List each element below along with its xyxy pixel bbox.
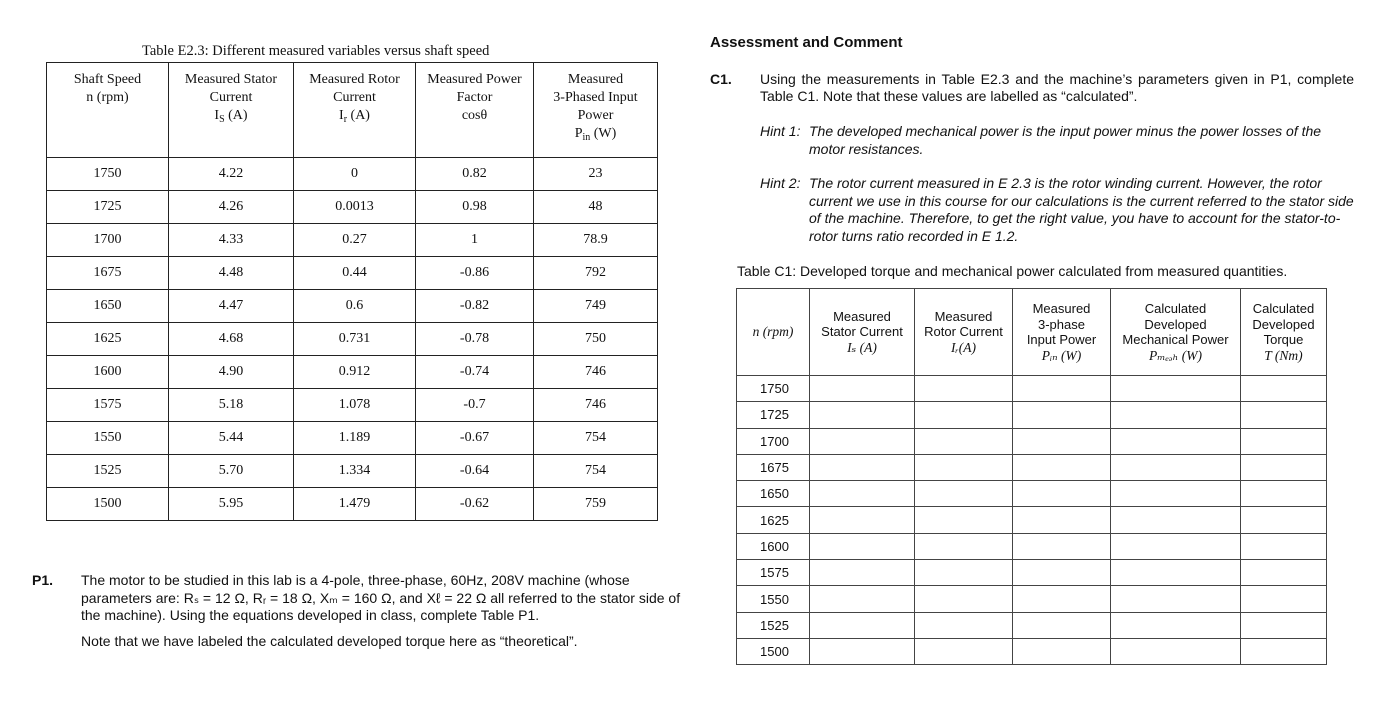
assessment-title: Assessment and Comment	[710, 34, 903, 51]
table-cell: 4.90	[169, 356, 294, 389]
table-cell: 1500	[47, 488, 169, 521]
header-line: Mechanical Power	[1122, 332, 1229, 347]
speed-cell: 1575	[737, 560, 810, 586]
header-line	[294, 71, 415, 89]
table-cell: 48	[534, 191, 658, 224]
table-e23-header-row	[47, 63, 658, 158]
table-row	[737, 454, 1327, 480]
header-line: Developed	[1252, 316, 1315, 332]
header-text: Measured Stator	[184, 72, 278, 87]
c1-text: Using the measurements in Table E2.3 and the machine’s parameters given in P1, complete Table C1. Note that these values are labelled as “calculated”.	[760, 71, 1354, 104]
table-cell: 754	[534, 422, 658, 455]
empty-entry-cell[interactable]	[1241, 507, 1327, 533]
empty-entry-cell[interactable]	[1013, 638, 1111, 664]
empty-entry-cell[interactable]	[915, 454, 1013, 480]
header-text: Factor	[456, 90, 493, 105]
table-cell: 1.334	[294, 455, 416, 488]
table-cell: 5.44	[169, 422, 294, 455]
table-cell: 746	[534, 356, 658, 389]
empty-entry-cell[interactable]	[1111, 612, 1241, 638]
table-row	[47, 389, 658, 422]
header-line	[534, 89, 657, 107]
table-cell: 1725	[47, 191, 169, 224]
table-row	[737, 402, 1327, 428]
header-unit: (A)	[347, 108, 370, 123]
table-c1-header-row	[737, 289, 1327, 376]
speed-cell: 1675	[737, 454, 810, 480]
table-cell: 5.95	[169, 488, 294, 521]
empty-entry-cell[interactable]	[1111, 586, 1241, 612]
empty-entry-cell[interactable]	[810, 402, 915, 428]
header-line	[416, 107, 533, 125]
table-cell: 1750	[47, 158, 169, 191]
table-cell: -0.78	[416, 323, 534, 356]
table-cell: 759	[534, 488, 658, 521]
header-line	[534, 125, 657, 147]
empty-entry-cell[interactable]	[810, 376, 915, 402]
empty-entry-cell[interactable]	[1013, 454, 1111, 480]
empty-entry-cell[interactable]	[915, 428, 1013, 454]
header-line: Input Power	[1026, 332, 1097, 347]
empty-entry-cell[interactable]	[915, 376, 1013, 402]
table-cell: 1625	[47, 323, 169, 356]
empty-entry-cell[interactable]	[1241, 481, 1327, 507]
empty-entry-cell[interactable]	[1241, 533, 1327, 559]
table-row	[737, 507, 1327, 533]
table-row	[737, 428, 1327, 454]
table-row	[737, 376, 1327, 402]
table-cell: 4.26	[169, 191, 294, 224]
table-row	[47, 191, 658, 224]
table-cell: 1550	[47, 422, 169, 455]
header-symbol: Iₛ (A)	[847, 339, 877, 355]
header-line	[169, 89, 293, 107]
table-e23-header-cell	[294, 63, 416, 158]
table-cell: 0.27	[294, 224, 416, 257]
table-row	[737, 560, 1327, 586]
table-cell: 1525	[47, 455, 169, 488]
table-cell: 5.70	[169, 455, 294, 488]
hint-1-label: Hint 1:	[760, 123, 801, 139]
empty-entry-cell[interactable]	[915, 507, 1013, 533]
p1-text: The motor to be studied in this lab is a 4-pole, three-phase, 60Hz, 208V machine (whose parameters are: Rₛ = 12 Ω, Rᵣ = 18 Ω, Xₘ = 160 Ω, and Xℓ = 22 Ω all referred to the stator side of the machine). Using the equations developed in class, complete Table P1.	[81, 572, 681, 623]
table-cell: -0.7	[416, 389, 534, 422]
table-cell: 1600	[47, 356, 169, 389]
table-cell: 4.48	[169, 257, 294, 290]
table-cell: 1.479	[294, 488, 416, 521]
header-line: Calculated	[1252, 301, 1315, 316]
empty-entry-cell[interactable]	[1241, 428, 1327, 454]
empty-entry-cell[interactable]	[1013, 612, 1111, 638]
table-row	[737, 481, 1327, 507]
empty-entry-cell[interactable]	[1111, 481, 1241, 507]
header-text: n (rpm)	[86, 90, 129, 105]
header-symbol: n (rpm)	[752, 324, 794, 340]
table-cell: 0.912	[294, 356, 416, 389]
table-row	[47, 323, 658, 356]
table-c1-header-cell	[1013, 289, 1111, 376]
empty-entry-cell[interactable]	[810, 454, 915, 480]
empty-entry-cell[interactable]	[1111, 507, 1241, 533]
header-text: Shaft Speed	[73, 72, 142, 87]
table-cell: 23	[534, 158, 658, 191]
table-cell: 749	[534, 290, 658, 323]
table-cell: 1.078	[294, 389, 416, 422]
table-cell: 78.9	[534, 224, 658, 257]
table-e23-header-cell	[416, 63, 534, 158]
table-cell: 1650	[47, 290, 169, 323]
speed-cell: 1525	[737, 612, 810, 638]
empty-entry-cell[interactable]	[1241, 454, 1327, 480]
header-line: Measured	[833, 308, 891, 324]
header-line: Stator Current	[821, 324, 903, 340]
table-row	[47, 356, 658, 389]
table-cell: 0.6	[294, 290, 416, 323]
speed-cell: 1750	[737, 376, 810, 402]
header-text: Power	[577, 108, 614, 123]
table-row	[47, 257, 658, 290]
table-cell: 1.189	[294, 422, 416, 455]
empty-entry-cell[interactable]	[1013, 376, 1111, 402]
empty-entry-cell[interactable]	[1013, 481, 1111, 507]
table-cell: -0.67	[416, 422, 534, 455]
header-line: Developed	[1144, 316, 1207, 332]
table-cell: -0.62	[416, 488, 534, 521]
header-text: Measured	[567, 72, 624, 87]
table-c1	[736, 288, 1327, 665]
empty-entry-cell[interactable]	[1241, 402, 1327, 428]
table-cell: -0.82	[416, 290, 534, 323]
header-line	[47, 71, 168, 89]
empty-entry-cell[interactable]	[1241, 376, 1327, 402]
table-e23-header-cell	[47, 63, 169, 158]
empty-entry-cell[interactable]	[1241, 586, 1327, 612]
table-e23-header-cell	[169, 63, 294, 158]
table-row	[737, 533, 1327, 559]
speed-cell: 1650	[737, 481, 810, 507]
speed-cell: 1700	[737, 428, 810, 454]
table-cell: 1575	[47, 389, 169, 422]
header-line: Rotor Current	[924, 324, 1003, 340]
table-c1-header-cell	[737, 289, 810, 376]
table-cell: 0.82	[416, 158, 534, 191]
table-cell: 754	[534, 455, 658, 488]
table-c1-caption: Table C1: Developed torque and mechanical power calculated from measured quantities.	[737, 263, 1288, 279]
empty-entry-cell[interactable]	[915, 560, 1013, 586]
header-line	[416, 89, 533, 107]
table-row	[737, 612, 1327, 638]
hint-2-text: The rotor current measured in E 2.3 is the rotor winding current. However, the rotor current we use in this course for our calculations is the current referred to the stator side of the machine. Therefore, to get the right value, you have to account for the stator-to-rotor turns ratio recorded in E 1.2.	[809, 175, 1354, 244]
header-line	[294, 107, 415, 129]
table-cell: 4.68	[169, 323, 294, 356]
empty-entry-cell[interactable]	[810, 586, 915, 612]
header-symbol: Pₘₑₔₕ (W)	[1148, 347, 1203, 363]
p1-label: P1.	[32, 572, 54, 588]
empty-entry-cell[interactable]	[810, 428, 915, 454]
table-cell: 5.18	[169, 389, 294, 422]
speed-cell: 1600	[737, 533, 810, 559]
empty-entry-cell[interactable]	[1111, 533, 1241, 559]
table-cell: 4.22	[169, 158, 294, 191]
empty-entry-cell[interactable]	[1013, 586, 1111, 612]
empty-entry-cell[interactable]	[810, 533, 915, 559]
empty-entry-cell[interactable]	[810, 612, 915, 638]
header-line	[169, 107, 293, 129]
table-cell: 0	[294, 158, 416, 191]
header-subscript: r	[343, 114, 348, 125]
p1-note: Note that we have labeled the calculated developed torque here as “theoretical”.	[81, 633, 578, 649]
table-row	[737, 638, 1327, 664]
table-cell: 0.731	[294, 323, 416, 356]
table-row	[47, 455, 658, 488]
empty-entry-cell[interactable]	[915, 481, 1013, 507]
header-line	[534, 107, 657, 125]
header-text: I	[214, 108, 220, 123]
empty-entry-cell[interactable]	[915, 533, 1013, 559]
table-c1-header-cell	[1241, 289, 1327, 376]
hint-1-text: The developed mechanical power is the input power minus the power losses of the motor resistances.	[809, 123, 1322, 157]
header-line: 3-phase	[1038, 316, 1085, 332]
empty-entry-cell[interactable]	[1013, 560, 1111, 586]
table-row	[47, 224, 658, 257]
header-text: Current	[333, 90, 376, 105]
hint-1	[760, 123, 1356, 158]
header-symbol: T (Nm)	[1264, 347, 1303, 363]
speed-cell: 1625	[737, 507, 810, 533]
table-cell: -0.86	[416, 257, 534, 290]
table-cell: 0.98	[416, 191, 534, 224]
hint-2-label: Hint 2:	[760, 175, 801, 191]
empty-entry-cell[interactable]	[915, 612, 1013, 638]
header-line	[534, 71, 657, 89]
empty-entry-cell[interactable]	[1111, 454, 1241, 480]
hint-2	[760, 175, 1356, 245]
empty-entry-cell[interactable]	[1111, 428, 1241, 454]
header-subscript: S	[219, 114, 225, 125]
empty-entry-cell[interactable]	[1013, 533, 1111, 559]
speed-cell: 1725	[737, 402, 810, 428]
header-text: I	[339, 108, 344, 123]
empty-entry-cell[interactable]	[1111, 376, 1241, 402]
table-e23	[46, 62, 658, 521]
header-text: P	[574, 126, 583, 141]
speed-cell: 1500	[737, 638, 810, 664]
header-line	[416, 71, 533, 89]
empty-entry-cell[interactable]	[1013, 402, 1111, 428]
header-unit: (W)	[590, 126, 617, 141]
table-c1-header-cell	[810, 289, 915, 376]
header-line: Measured	[934, 308, 993, 324]
header-symbol: Pᵢₙ (W)	[1041, 347, 1082, 363]
table-cell: 750	[534, 323, 658, 356]
table-cell: 4.33	[169, 224, 294, 257]
empty-entry-cell[interactable]	[810, 481, 915, 507]
table-c1-header-cell	[1111, 289, 1241, 376]
header-subscript: in	[582, 132, 591, 143]
table-cell: -0.74	[416, 356, 534, 389]
empty-entry-cell[interactable]	[915, 402, 1013, 428]
table-row	[737, 586, 1327, 612]
header-line	[169, 71, 293, 89]
header-line: Calculated	[1144, 301, 1207, 316]
header-line: Measured	[1032, 301, 1091, 316]
empty-entry-cell[interactable]	[1111, 638, 1241, 664]
table-row	[47, 422, 658, 455]
table-c1-header-cell	[915, 289, 1013, 376]
empty-entry-cell[interactable]	[1241, 612, 1327, 638]
empty-entry-cell[interactable]	[810, 560, 915, 586]
empty-entry-cell[interactable]	[915, 638, 1013, 664]
c1-label: C1.	[710, 71, 732, 87]
table-cell: 1	[416, 224, 534, 257]
header-text: Measured Rotor	[309, 72, 400, 87]
table-cell: 1700	[47, 224, 169, 257]
table-row	[47, 158, 658, 191]
header-line	[47, 89, 168, 107]
header-line	[294, 89, 415, 107]
header-text: Current	[209, 90, 253, 105]
table-row	[47, 488, 658, 521]
speed-cell: 1550	[737, 586, 810, 612]
table-e23-caption: Table E2.3: Different measured variables versus shaft speed	[142, 43, 490, 59]
table-cell: 0.44	[294, 257, 416, 290]
empty-entry-cell[interactable]	[915, 586, 1013, 612]
empty-entry-cell[interactable]	[1013, 428, 1111, 454]
empty-entry-cell[interactable]	[810, 638, 915, 664]
table-cell: 0.0013	[294, 191, 416, 224]
table-cell: 746	[534, 389, 658, 422]
header-symbol: Iᵣ(A)	[950, 339, 977, 355]
header-line: Torque	[1263, 332, 1304, 347]
table-cell: 4.47	[169, 290, 294, 323]
empty-entry-cell[interactable]	[1013, 507, 1111, 533]
header-text: Measured Power	[427, 72, 522, 87]
header-unit: (A)	[224, 108, 248, 123]
empty-entry-cell[interactable]	[1111, 560, 1241, 586]
empty-entry-cell[interactable]	[1241, 638, 1327, 664]
table-cell: -0.64	[416, 455, 534, 488]
empty-entry-cell[interactable]	[1241, 560, 1327, 586]
table-row	[47, 290, 658, 323]
table-cell: 792	[534, 257, 658, 290]
table-cell: 1675	[47, 257, 169, 290]
empty-entry-cell[interactable]	[1111, 402, 1241, 428]
empty-entry-cell[interactable]	[810, 507, 915, 533]
header-text: cosθ	[461, 108, 488, 123]
table-e23-header-cell	[534, 63, 658, 158]
header-text: 3-Phased Input	[553, 90, 638, 105]
